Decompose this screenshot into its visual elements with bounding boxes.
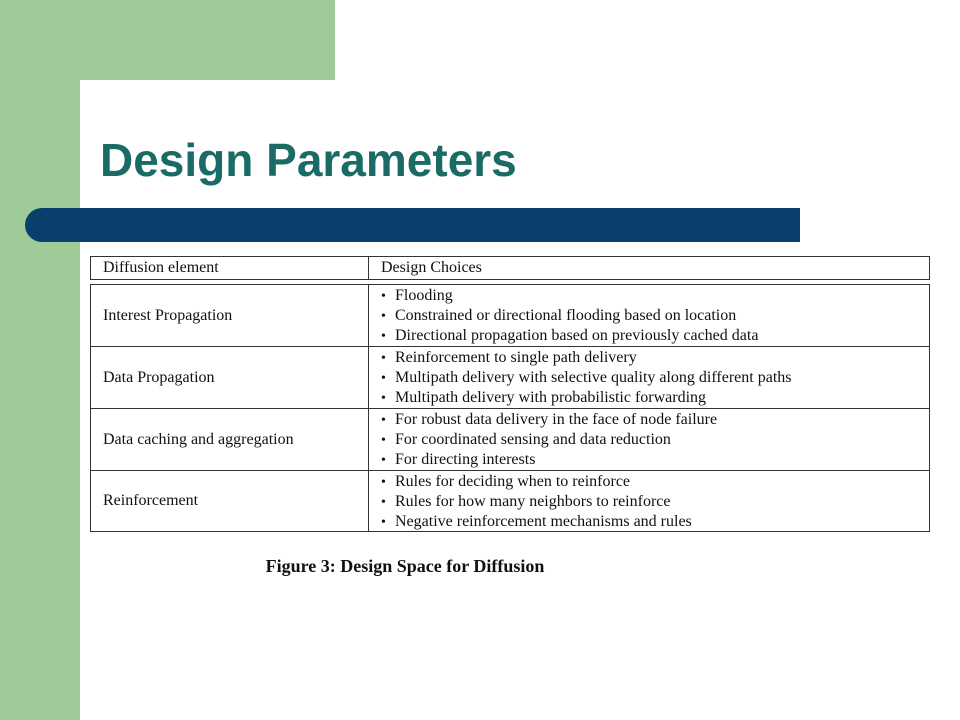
choice-item: • Multipath delivery with probabilistic forwarding bbox=[381, 388, 929, 408]
row-element: Reinforcement bbox=[91, 471, 369, 531]
choice-item: • Rules for how many neighbors to reinforce bbox=[381, 492, 929, 512]
table-row bbox=[90, 470, 930, 532]
choice-item: • Reinforcement to single path delivery bbox=[381, 348, 929, 368]
choice-item: • For robust data delivery in the face of node failure bbox=[381, 410, 929, 430]
table-row bbox=[90, 408, 930, 470]
row-element: Interest Propagation bbox=[91, 285, 369, 346]
choice-item: • Negative reinforcement mechanisms and rules bbox=[381, 512, 929, 532]
title-underline-bar bbox=[25, 208, 800, 242]
choice-item: • Directional propagation based on previously cached data bbox=[381, 326, 929, 346]
slide-title: Design Parameters bbox=[100, 134, 517, 186]
table-row bbox=[90, 284, 930, 346]
row-choices bbox=[369, 285, 929, 346]
choice-item: • For directing interests bbox=[381, 450, 929, 470]
choice-item: • Multipath delivery with selective quality along different paths bbox=[381, 368, 929, 388]
row-element: Data Propagation bbox=[91, 347, 369, 408]
left-accent-bar bbox=[0, 0, 80, 720]
figure-caption: Figure 3: Design Space for Diffusion bbox=[265, 556, 545, 576]
row-choices bbox=[369, 471, 929, 531]
row-choices bbox=[369, 347, 929, 408]
choice-item: • For coordinated sensing and data reduction bbox=[381, 430, 929, 450]
top-accent-block bbox=[0, 0, 335, 80]
header-diffusion-element: Diffusion element bbox=[91, 257, 369, 279]
table-header-row bbox=[90, 256, 930, 280]
row-choices bbox=[369, 409, 929, 470]
choice-item: • Flooding bbox=[381, 286, 929, 306]
choice-item: • Rules for deciding when to reinforce bbox=[381, 472, 929, 492]
row-element: Data caching and aggregation bbox=[91, 409, 369, 470]
table-row bbox=[90, 346, 930, 408]
design-space-table bbox=[90, 256, 930, 532]
header-design-choices: Design Choices bbox=[381, 259, 482, 276]
choice-item: • Constrained or directional flooding based on location bbox=[381, 306, 929, 326]
content-corner bbox=[80, 80, 140, 140]
